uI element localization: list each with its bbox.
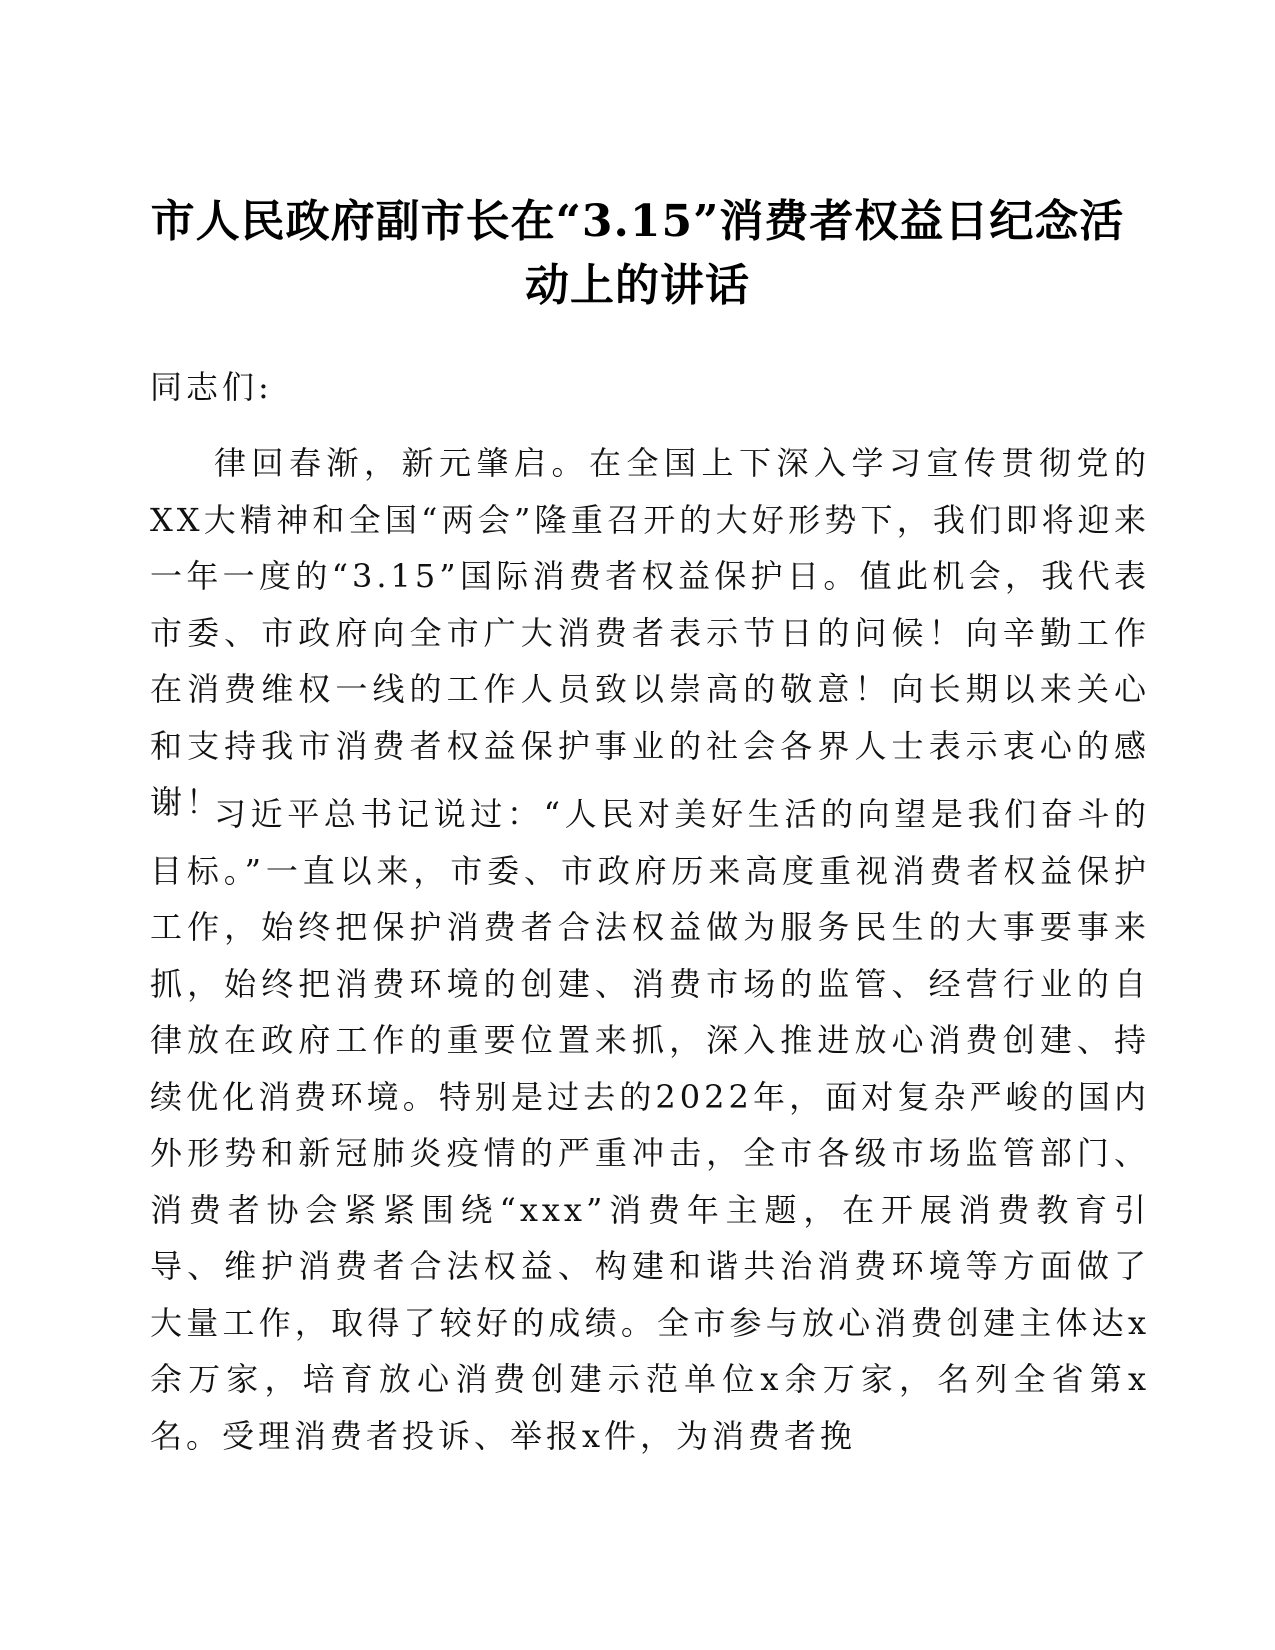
salutation: 同志们: bbox=[150, 368, 273, 406]
document-title-line-2: 动上的讲话 bbox=[525, 260, 750, 311]
paragraph-1: 律回春渐，新元肇启。在全国上下深入学习宣传贯彻党的XX大精神和全国“两会”隆重召开的大好形势下，我们即将迎来一年一度的“3.15”国际消费者权益保护日。值此机会，我代表市委、市政府向全市广大消费者表示节日的问候！向辛勤工作在消费维权一线的工作人员致以崇高的敬意！向长期以来关心和支持我市消费者权益保护事业的社会各界人士表示衷心的感谢！ bbox=[150, 444, 1150, 821]
document-title-line-1: 市人民政府副市长在“3.15”消费者权益日纪念活 bbox=[150, 196, 1125, 247]
paragraph-2: 习近平总书记说过：“人民对美好生活的向望是我们奋斗的目标。”一直以来，市委、市政府历来高度重视消费者权益保护工作，始终把保护消费者合法权益做为服务民生的大事要事来抓，始终把消费环境的创建、消费市场的监管、经营行业的自律放在政府工作的重要位置来抓，深入推进放心消费创建、持续优化消费环境。特别是过去的2022年，面对复杂严峻的国内外形势和新冠肺炎疫情的严重冲击，全市各级市场监管部门、消费者协会紧紧围绕“xxx”消费年主题，在开展消费教育引导、维护消费者合法权益、构建和谐共治消费环境等方面做了大量工作，取得了较好的成绩。全市参与放心消费创建主体达x余万家，培育放心消费创建示范单位x余万家，名列全省第x名。受理消费者投诉、举报x件，为消费者挽 bbox=[150, 795, 1150, 1455]
